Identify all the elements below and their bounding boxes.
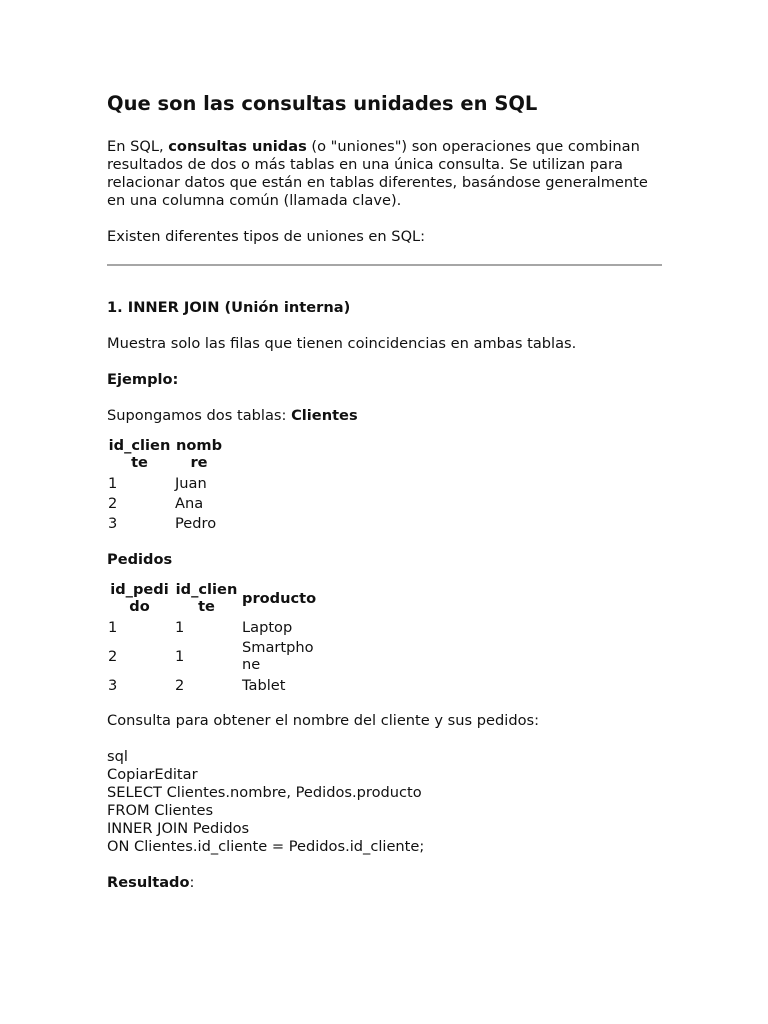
table-cell: Ana	[175, 494, 204, 512]
suppose-text: Supongamos dos tablas:	[107, 407, 292, 424]
document-content	[107, 92, 662, 892]
column-header: id_clien te	[108, 437, 171, 471]
column-header: nomb re	[175, 437, 223, 471]
table-header-row	[106, 581, 320, 617]
section-inner-join-title: 1. INNER JOIN (Unión interna)	[107, 299, 351, 316]
table-cell: Pedro	[175, 514, 217, 532]
intro-bold-term: consultas unidas	[168, 138, 307, 155]
section-inner-join-description: Muestra solo las filas que tienen coincidencias en ambas tablas.	[107, 335, 577, 352]
pedidos-label: Pedidos	[107, 551, 173, 568]
clientes-label: Clientes	[291, 407, 358, 424]
code-line: FROM Clientes	[107, 802, 214, 819]
copy-edit-label[interactable]: CopiarEditar	[107, 766, 198, 783]
intro-paragraph	[107, 138, 662, 210]
query-intro: Consulta para obtener el nombre del cliente y sus pedidos:	[107, 712, 540, 729]
code-language-label: sql	[107, 748, 128, 765]
table-cell: 1	[175, 647, 185, 665]
clientes-table	[106, 437, 225, 533]
table-cell: Laptop	[242, 618, 293, 636]
table-cell: 3	[108, 676, 118, 694]
section-divider	[107, 264, 662, 266]
intro-text-before: En SQL,	[107, 138, 169, 155]
table-cell: Smartpho ne	[242, 639, 314, 673]
table-header-row	[106, 437, 225, 473]
table-row	[106, 513, 225, 533]
table-row	[106, 617, 320, 637]
table-cell: 2	[175, 676, 185, 694]
page-title: Que son las consultas unidades en SQL	[107, 92, 538, 115]
table-cell: 1	[175, 618, 185, 636]
table-cell: 2	[108, 494, 118, 512]
sql-code-block	[107, 748, 662, 856]
table-cell: 1	[108, 618, 118, 636]
table-cell: 2	[108, 647, 118, 665]
table-row	[106, 637, 320, 675]
table-cell: 3	[108, 514, 118, 532]
code-line: INNER JOIN Pedidos	[107, 820, 250, 837]
intro-text-after: (o "uniones") son operaciones que combinan resultados de dos o más tablas en una única consulta. Se utilizan para relacionar datos que están en tablas diferentes, basándose generalmente en una columna común (llamada clave).	[107, 138, 648, 209]
example-label: Ejemplo:	[107, 371, 179, 388]
table-row	[106, 473, 225, 493]
column-header: producto	[242, 589, 317, 607]
result-label	[107, 874, 662, 892]
table-cell: Juan	[175, 474, 207, 492]
join-types-intro: Existen diferentes tipos de uniones en SQL:	[107, 228, 426, 245]
table-row	[106, 493, 225, 513]
code-line: ON Clientes.id_cliente = Pedidos.id_cliente;	[107, 838, 425, 855]
column-header: id_clien te	[175, 581, 238, 615]
code-line: SELECT Clientes.nombre, Pedidos.producto	[107, 784, 422, 801]
column-header: id_pedi do	[110, 581, 169, 615]
table-row	[106, 675, 320, 695]
result-bold: Resultado	[107, 874, 190, 891]
table-cell: Tablet	[242, 676, 286, 694]
pedidos-table	[106, 581, 320, 695]
table-cell: 1	[108, 474, 118, 492]
result-colon: :	[189, 874, 195, 891]
suppose-paragraph	[107, 407, 662, 425]
